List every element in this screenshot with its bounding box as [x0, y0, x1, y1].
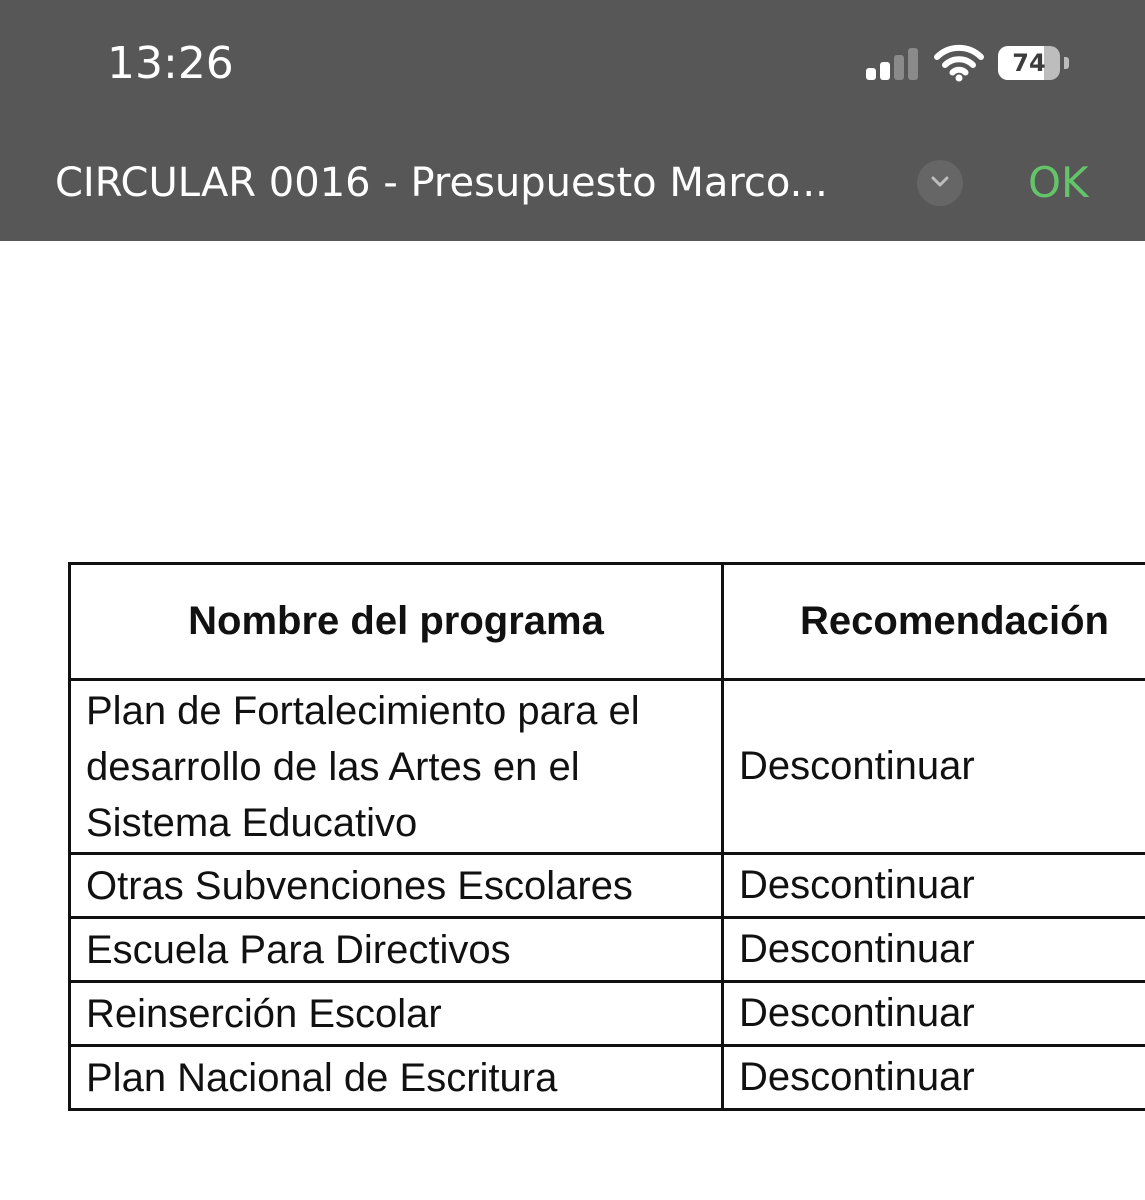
- programs-table: [68, 562, 1145, 1111]
- recommendation: Descontinuar: [723, 982, 1145, 1046]
- chevron-down-icon: [930, 175, 950, 189]
- table-row: [70, 854, 1145, 918]
- table-row: [70, 918, 1145, 982]
- table-header-row: [70, 564, 1145, 680]
- table-row: [70, 680, 1145, 854]
- top-bar: [0, 0, 1145, 241]
- signal-bar: [880, 62, 890, 80]
- status-time: 13:26: [107, 38, 234, 89]
- signal-bar: [866, 68, 876, 80]
- program-name: Reinserción Escolar: [70, 982, 723, 1046]
- column-header-program: Nombre del programa: [70, 564, 723, 680]
- table-row: [70, 1046, 1145, 1110]
- battery-body: [998, 46, 1060, 80]
- ok-button[interactable]: OK: [1028, 158, 1089, 207]
- recommendation: Descontinuar: [723, 680, 1145, 854]
- program-name: Plan de Fortalecimiento para el desarrollo de las Artes en el Sistema Educativo: [70, 680, 723, 854]
- recommendation: Descontinuar: [723, 854, 1145, 918]
- column-header-recommendation: Recomendación: [723, 564, 1145, 680]
- document-title[interactable]: CIRCULAR 0016 - Presupuesto Marco...: [55, 160, 828, 206]
- wifi-icon: [934, 44, 984, 82]
- title-menu-button[interactable]: [917, 160, 963, 206]
- recommendation: Descontinuar: [723, 918, 1145, 982]
- signal-bar: [908, 48, 918, 80]
- program-name: Escuela Para Directivos: [70, 918, 723, 982]
- recommendation: Descontinuar: [723, 1046, 1145, 1110]
- program-name: Plan Nacional de Escritura: [70, 1046, 723, 1110]
- table-row: [70, 982, 1145, 1046]
- battery-cap: [1064, 57, 1069, 69]
- program-name: Otras Subvenciones Escolares: [70, 854, 723, 918]
- battery-icon: [998, 46, 1062, 80]
- cellular-signal-icon: [866, 48, 920, 80]
- battery-level: 74: [1012, 49, 1046, 77]
- signal-bar: [894, 55, 904, 80]
